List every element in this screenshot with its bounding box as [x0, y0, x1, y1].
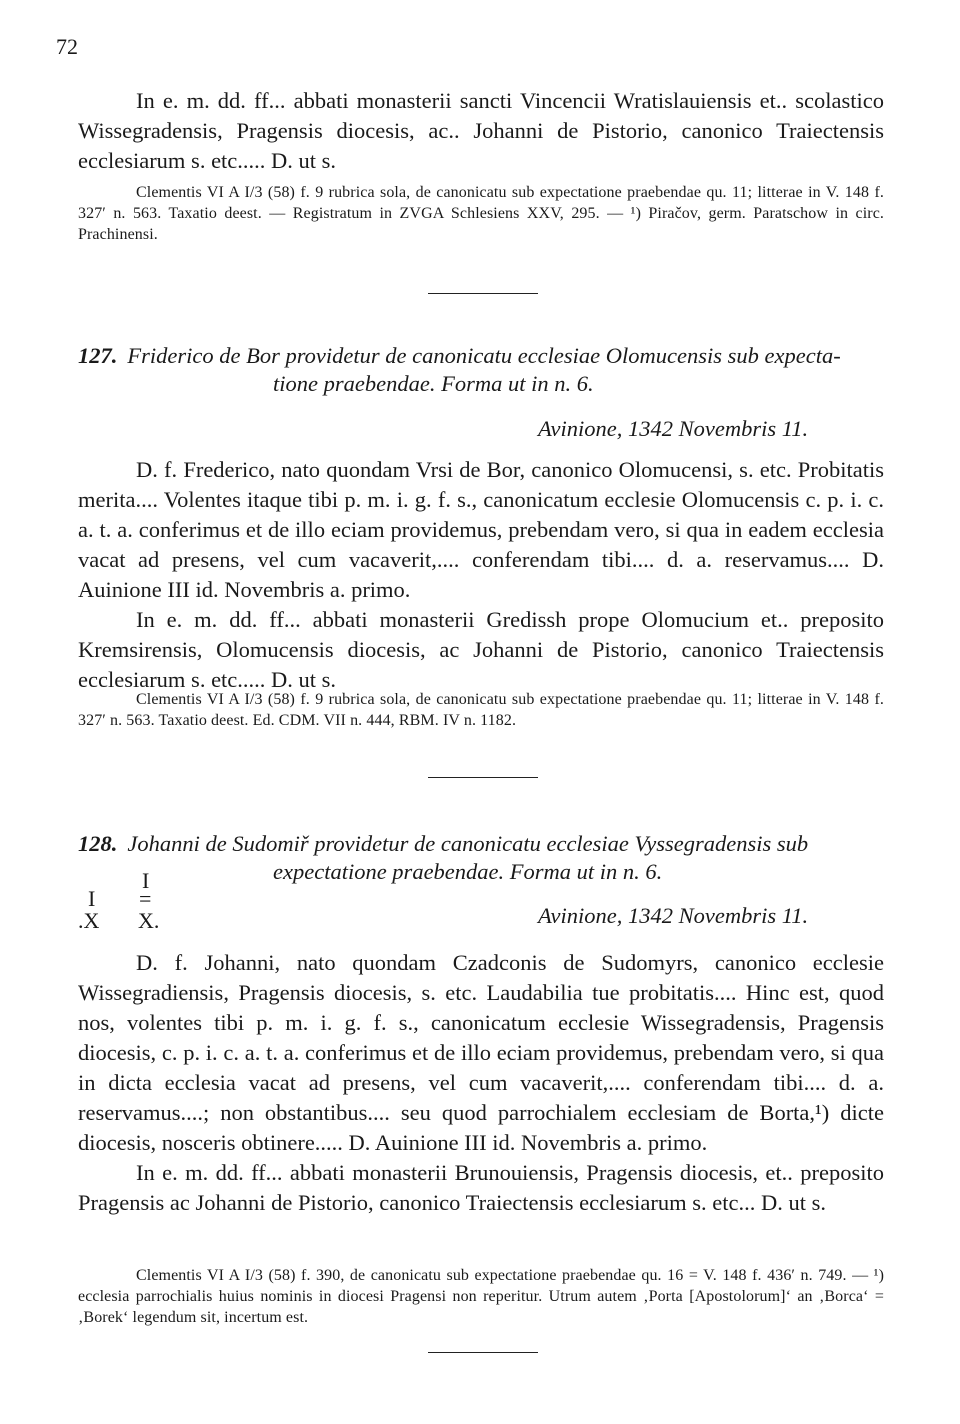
entry-127-title-line1: Friderico de Bor providetur de canonicatu ecclesiae Olomucensis sub expecta-: [127, 343, 841, 368]
page-number: 72: [56, 34, 78, 59]
marginal-mark-d: =: [139, 886, 152, 911]
entry-127-dateline: Avinione, 1342 Novembris 11.: [538, 416, 809, 441]
entry-127-note: [78, 689, 884, 731]
section-divider: [428, 1352, 538, 1353]
entry-128-note-text: Clementis VI A I/3 (58) f. 390, de canonicatu sub expectatione praebendae qu. 16 = V. 148 f. 436′ n. 749. — ¹) ecclesia parrochialis huius nominis in diocesi Pragensi non reperitur. Utrum autem ‚Porta [Apostolorum]‘ an ‚Borca‘ = ‚Borek‘ legendum sit, incertum est.: [78, 1267, 884, 1326]
entry-127-body: [78, 455, 884, 695]
entry-128-paragraph-2: In e. m. dd. ff... abbati monasterii Brunouiensis, Pragensis diocesis, et.. preposito Pragensis ac Johanni de Pistorio, canonico Traiectensis ecclesiarum s. etc... D. ut s.: [78, 1160, 884, 1215]
entry-127-note-text: Clementis VI A I/3 (58) f. 9 rubrica sola, de canonicatu sub expectatione praebendae qu. 11; litterae in V. 148 f. 327′ n. 563. Taxatio deest. Ed. CDM. VII n. 444, RBM. IV n. 1182.: [78, 691, 884, 729]
section-divider: [428, 293, 538, 294]
entry-128-paragraph-1: D. f. Johanni, nato quondam Czadconis de Sudomyrs, canonico ecclesie Wissegradiensis, Pragensis diocesis, s. etc. Laudabilia tue probitatis.... Hinc est, quod nos, volentes tibi p. m. i. g. f. s., canonicatum ecclesie Wissegradensis, Pragensis diocesis, c. p. i. c. a. t. a. conferimus et de illo eciam providemus, prebendam vero, si qua in dicta ecclesia vacat ad presens, vel cum vacaverit,.... conferendam tibi.... d. a. reservamus....; non obstantibus.... seu quod parrochialem ecclesiam de Borta,¹) dicte diocesis, nosceris obtinere..... D. Auinione III id. Novembris a. primo.: [78, 950, 884, 1155]
entry-128-dateline: Avinione, 1342 Novembris 11.: [538, 903, 809, 928]
entry-127-paragraph-1: D. f. Frederico, nato quondam Vrsi de Bor, canonico Olomucensi, s. etc. Probitatis merita.... Volentes itaque tibi p. m. i. g. f. s., canonicatum ecclesie Olomucensis c. p. i. c. a. t. a. conferimus et de illo eciam providemus, prebendam vero, si qua in eadem ecclesia vacat ad presens, vel cum vacaverit,.... conferendam tibi.... d. a. reservamus.... D. Auinione III id. Novembris a. primo.: [78, 457, 884, 602]
marginal-mark-a: I: [88, 886, 96, 911]
entry-128-marginal-marks: [78, 868, 178, 936]
marginal-mark-b: .X: [78, 908, 100, 933]
entry-128-note: [78, 1265, 884, 1328]
entry-128-body: [78, 948, 884, 1218]
entry-128-heading: [78, 830, 884, 886]
marginal-mark-e: X.: [138, 908, 160, 933]
entry-128-number: 128.: [78, 831, 118, 856]
entry-127-heading: [78, 342, 884, 398]
entry-127-paragraph-2: In e. m. dd. ff... abbati monasterii Gredissh prope Olomucium et.. preposito Kremsirensis, Olomucensis diocesis, ac Johanni de Pistorio, canonico Traiectensis ecclesiarum s. etc..... D. ut s.: [78, 607, 884, 692]
intro-text-block: [78, 86, 884, 176]
entry-127-title-line2: tione praebendae. Forma ut in n. 6.: [273, 371, 594, 396]
section-divider: [428, 777, 538, 778]
entry-128-title-line2: expectatione praebendae. Forma ut in n. 6.: [273, 859, 663, 884]
entry-128-title-line1: Johanni de Sudomiř providetur de canonicatu ecclesiae Vyssegradensis sub: [127, 831, 809, 856]
intro-note: [78, 182, 884, 245]
entry-127-number: 127.: [78, 343, 118, 368]
intro-paragraph: In e. m. dd. ff... abbati monasterii sancti Vincencii Wratislauiensis et.. scolastico Wissegradensis, Pragensis diocesis, ac.. Johanni de Pistorio, canonico Traiectensis ecclesiarum s. etc..... D. ut s.: [78, 88, 884, 173]
intro-note-text: Clementis VI A I/3 (58) f. 9 rubrica sola, de canonicatu sub expectatione praebendae qu. 11; litterae in V. 148 f. 327′ n. 563. Taxatio deest. — Registratum in ZVGA Schlesiens XXV, 295. — ¹) Piračov, germ. Paratschow in circ. Prachinensi.: [78, 184, 884, 243]
marginal-mark-c: I: [142, 868, 150, 893]
